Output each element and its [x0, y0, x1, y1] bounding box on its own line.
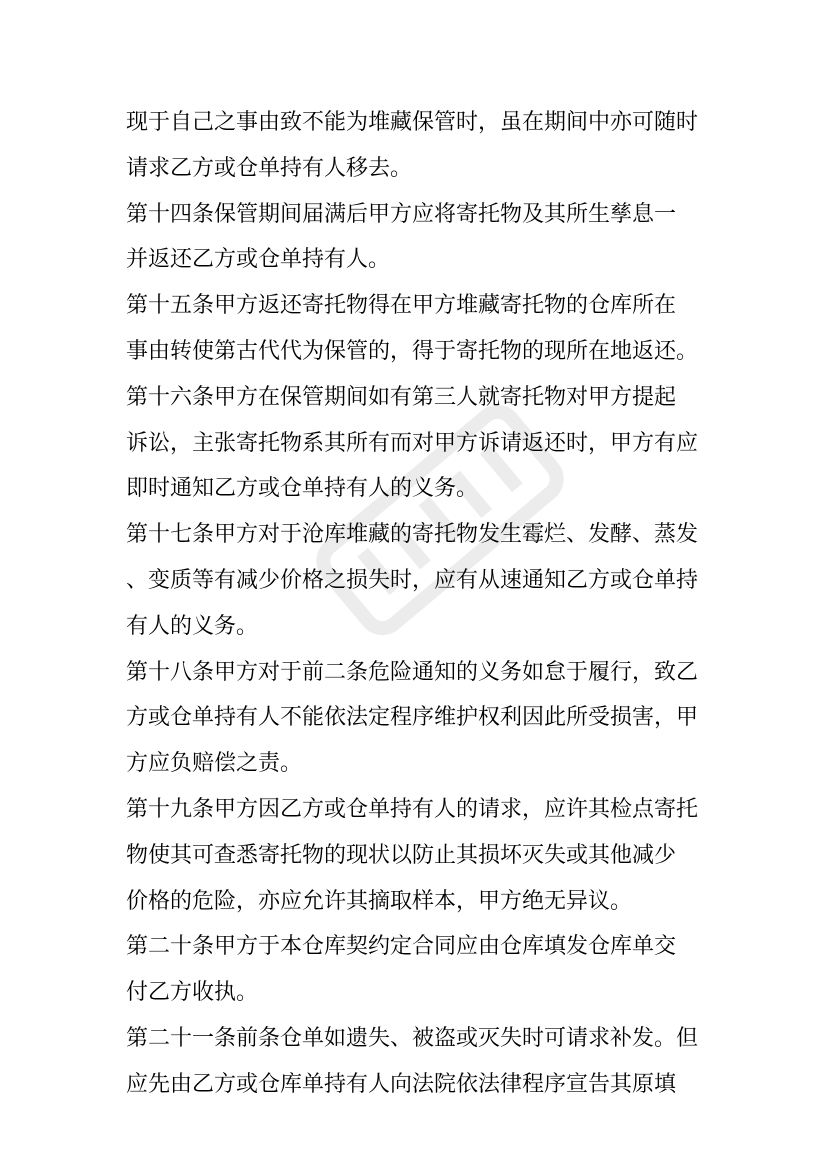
text-line: 第二十一条前条仓单如遗失、被盗或灭失时可请求补发。但 — [126, 1025, 699, 1051]
text-line: 有人的义务。 — [126, 613, 259, 639]
text-line: 第十八条甲方对于前二条危险通知的义务如怠于履行，致乙 — [126, 659, 699, 685]
text-line: 应先由乙方或仓库单持有人向法院依法律程序宣告其原填 — [126, 1071, 677, 1097]
text-line: 并返还乙方或仓单持有人。 — [126, 247, 391, 273]
document-body — [126, 100, 716, 1108]
text-line: 即时通知乙方或仓单持有人的义务。 — [126, 476, 479, 502]
text-line: 事由转使第古代代为保管的，得于寄托物的现所在地返还。 — [126, 338, 699, 364]
text-line: 诉讼，主张寄托物系其所有而对甲方诉请返还时，甲方有应 — [126, 430, 699, 456]
text-line: 方应负赔偿之责。 — [126, 751, 303, 777]
text-line: 现于自己之事由致不能为堆藏保管时，虽在期间中亦可随时 — [126, 110, 699, 135]
text-line: 第十九条甲方因乙方或仓单持有人的请求，应许其检点寄托 — [126, 796, 699, 822]
text-line: 请求乙方或仓单持有人移去。 — [126, 155, 413, 181]
text-line: 第十七条甲方对于沧库堆藏的寄托物发生霉烂、发酵、蒸发 — [126, 522, 699, 548]
text-line: 第二十条甲方于本仓库契约定合同应由仓库填发仓库单交 — [126, 934, 677, 960]
text-line: 第十五条甲方返还寄托物得在甲方堆藏寄托物的仓库所在 — [126, 293, 677, 319]
text-line: 物使其可查悉寄托物的现状以防止其损坏灭失或其他减少 — [126, 842, 677, 868]
text-line: 、变质等有减少价格之损失时，应有从速通知乙方或仓单持 — [126, 567, 699, 593]
text-line: 方或仓单持有人不能依法定程序维护权利因此所受损害，甲 — [126, 705, 699, 731]
text-line: 付乙方收执。 — [126, 980, 259, 1006]
text-line: 第十六条甲方在保管期间如有第三人就寄托物对甲方提起 — [126, 384, 677, 410]
text-line: 价格的危险，亦应允许其摘取样本，甲方绝无异议。 — [126, 888, 633, 914]
text-line: 第十四条保管期间届满后甲方应将寄托物及其所生孳息一 — [126, 201, 677, 227]
